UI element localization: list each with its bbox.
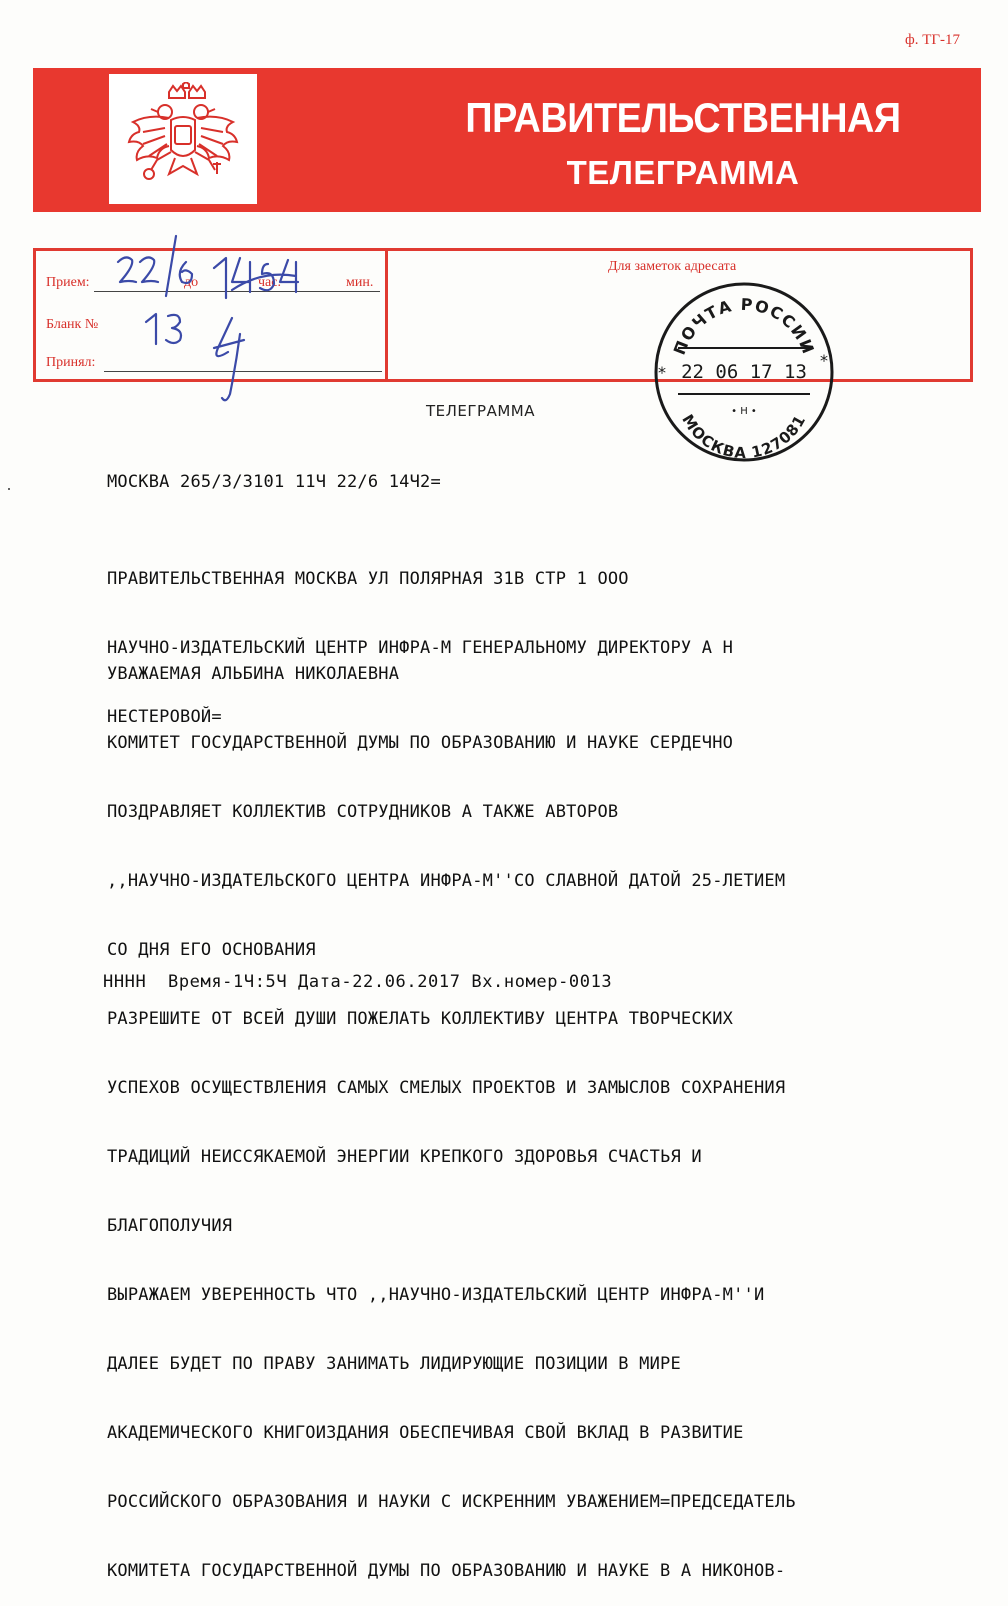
- handwritten-received-mark: [118, 236, 192, 296]
- message-body: [107, 617, 796, 1606]
- postal-stamp: [652, 280, 836, 470]
- form-code: ф. ТГ-17: [905, 32, 961, 48]
- route-line: МОСКВА 265/3/3101 11Ч 22/6 14Ч2=: [107, 472, 441, 492]
- received-minute-label: мин.: [346, 275, 374, 290]
- body-line: ВЫРАЖАЕМ УВЕРЕННОСТЬ ЧТО ,,НАУЧНО-ИЗДАТЕЛЬСКИЙ ЦЕНТР ИНФРА-М''И: [107, 1285, 765, 1305]
- handwritten-blank-mark: [146, 314, 181, 344]
- address-line: ПРАВИТЕЛЬСТВЕННАЯ МОСКВА УЛ ПОЛЯРНАЯ 31В СТР 1 ООО: [107, 569, 629, 589]
- handwritten-accepted-mark: [214, 318, 244, 400]
- svg-text:*: *: [658, 363, 666, 382]
- svg-text:*: *: [820, 351, 828, 370]
- svg-text:МОСКВА 127081: [678, 411, 809, 462]
- body-line: СО ДНЯ ЕГО ОСНОВАНИЯ: [107, 940, 316, 960]
- telegram-header: ТЕЛЕГРАММА: [426, 402, 535, 420]
- body-line: ,,НАУЧНО-ИЗДАТЕЛЬСКОГО ЦЕНТРА ИНФРА-М''СО СЛАВНОЙ ДАТОЙ 25-ЛЕТИЕМ: [107, 871, 786, 891]
- service-line: НННН Время-1Ч:5Ч Дата-22.06.2017 Вх.номер-0013: [103, 972, 613, 992]
- banner-title: ПРАВИТЕЛЬСТВЕННАЯ: [465, 94, 901, 141]
- blank-label: Бланк №: [46, 317, 99, 332]
- handwritten-time-mark: [214, 258, 298, 298]
- banner-subtitle: ТЕЛЕГРАММА: [566, 154, 800, 191]
- body-line: КОМИТЕТ ГОСУДАРСТВЕННОЙ ДУМЫ ПО ОБРАЗОВАНИЮ И НАУКЕ СЕРДЕЧНО: [107, 733, 734, 753]
- body-line: РАЗРЕШИТЕ ОТ ВСЕЙ ДУШИ ПОЖЕЛАТЬ КОЛЛЕКТИВУ ЦЕНТРА ТВОРЧЕСКИХ: [107, 1009, 734, 1029]
- stamp-top-text: ПОЧТА РОССИИ: [669, 294, 819, 358]
- received-label: Прием:: [46, 275, 90, 290]
- body-line: КОМИТЕТА ГОСУДАРСТВЕННОЙ ДУМЫ ПО ОБРАЗОВАНИЮ И НАУКЕ В А НИКОНОВ-: [107, 1561, 786, 1581]
- body-line: ДАЛЕЕ БУДЕТ ПО ПРАВУ ЗАНИМАТЬ ЛИДИРУЮЩИЕ ПОЗИЦИИ В МИРЕ: [107, 1354, 681, 1374]
- notes-label: Для заметок адресата: [608, 259, 737, 274]
- address-line: НАУЧНО-ИЗДАТЕЛЬСКИЙ ЦЕНТР ИНФРА-М ГЕНЕРАЛЬНОМУ ДИРЕКТОРУ А Н: [107, 638, 734, 658]
- body-line: ПОЗДРАВЛЯЕТ КОЛЛЕКТИВ СОТРУДНИКОВ А ТАКЖЕ АВТОРОВ: [107, 802, 619, 822]
- received-day-label: до: [184, 275, 199, 290]
- body-line: УСПЕХОВ ОСУЩЕСТВЛЕНИЯ САМЫХ СМЕЛЫХ ПРОЕКТОВ И ЗАМЫСЛОВ СОХРАНЕНИЯ: [107, 1078, 786, 1098]
- stamp-date: 22 06 17 13: [681, 361, 807, 383]
- body-line: БЛАГОПОЛУЧИЯ: [107, 1216, 233, 1236]
- body-line: УВАЖАЕМАЯ АЛЬБИНА НИКОЛАЕВНА: [107, 664, 400, 684]
- address-line: НЕСТЕРОВОЙ=: [107, 707, 222, 727]
- paper-speck: [8, 488, 10, 490]
- body-line: ТРАДИЦИЙ НЕИССЯКАЕМОЙ ЭНЕРГИИ КРЕПКОГО ЗДОРОВЬЯ СЧАСТЬЯ И: [107, 1147, 702, 1167]
- received-hour-label: час.: [258, 275, 281, 290]
- accepted-label: Принял:: [46, 355, 96, 370]
- stamp-middle-mark: • Н •: [731, 406, 757, 417]
- body-line: АКАДЕМИЧЕСКОГО КНИГОИЗДАНИЯ ОБЕСПЕЧИВАЯ СВОЙ ВКЛАД В РАЗВИТИЕ: [107, 1423, 744, 1443]
- body-line: РОССИЙСКОГО ОБРАЗОВАНИЯ И НАУКИ С ИСКРЕННИМ УВАЖЕНИЕМ=ПРЕДСЕДАТЕЛЬ: [107, 1492, 796, 1512]
- stamp-bottom-text: МОСКВА 127081: [678, 411, 810, 463]
